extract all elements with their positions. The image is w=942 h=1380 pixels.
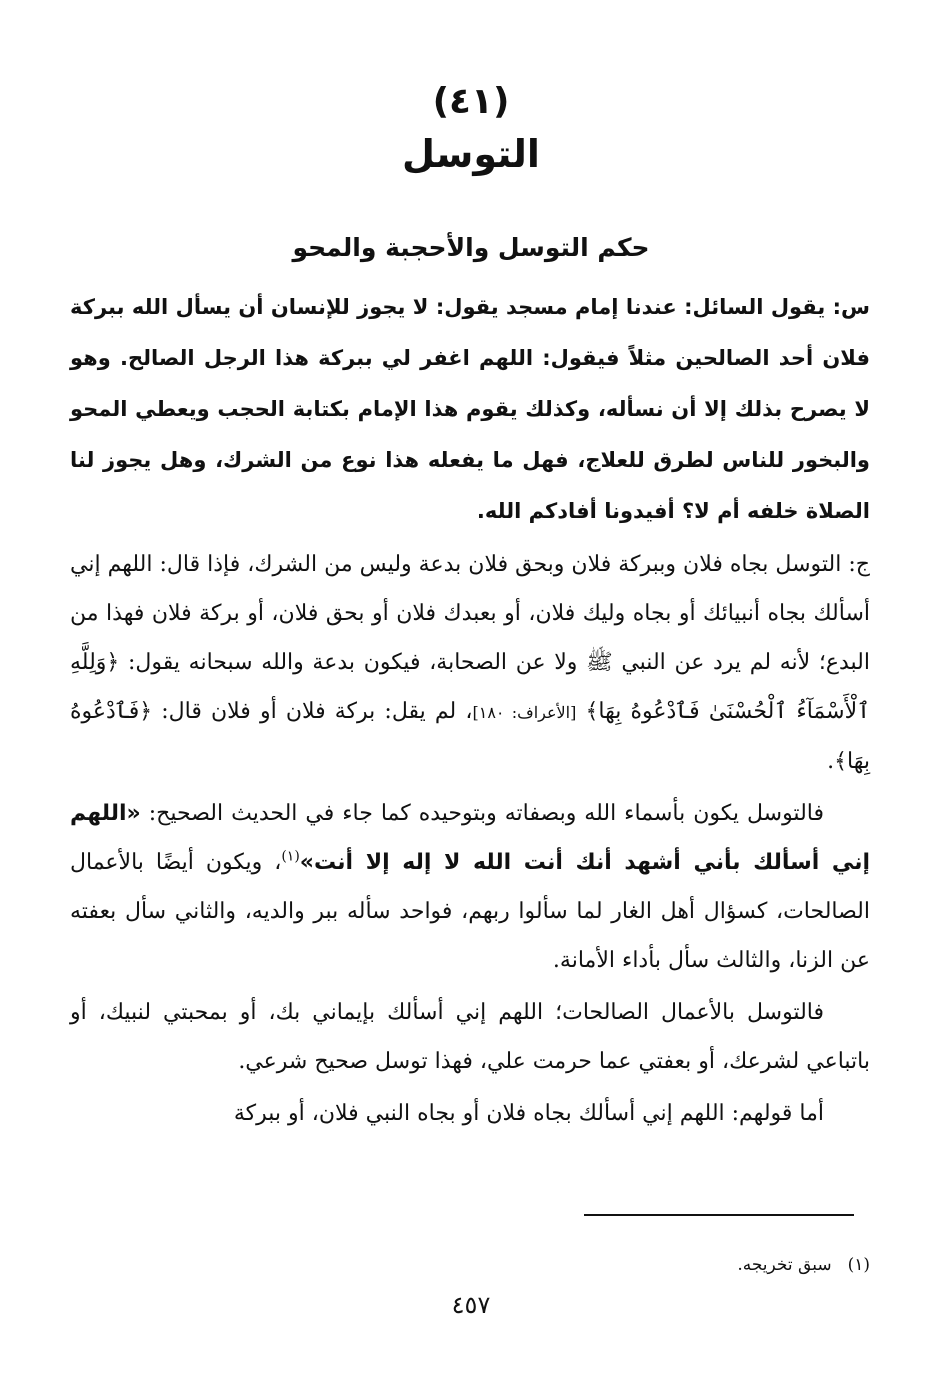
quran-verse-1: ﴿وَلِلَّهِ ٱلْأَسْمَآءُ ٱلْحُسْنَىٰ فَٱدْعُوهُ بِهَا﴾: [70, 650, 870, 724]
question-text: يقول السائل: عندنا إمام مسجد يقول: لا يجوز للإنسان أن يسأل الله ببركة فلان أحد الصالحين مثلاً فيقول: اللهم اغفر لي ببركة هذا الرجل الصالح. وهو لا يصرح بذلك إلا أن نسأله، وكذلك يقوم هذا الإمام بكتابة الحجب ويعطي المحو والبخور للناس لطرق للعلاج، فهل ما يفعله هذا نوع من الشرك، وهل يجوز لنا الصلاة خلفه أم لا؟ أفيدونا أفادكم الله.: [70, 295, 870, 523]
footnote-marker[interactable]: (١): [281, 848, 300, 865]
answer-paragraph-4: أما قولهم: اللهم إني أسألك بجاه فلان أو بجاه النبي فلان، أو ببركة: [233, 1101, 824, 1126]
hadith-quote: «اللهم إني أسألك بأني أشهد أنك أنت الله لا إله إلا أنت»: [70, 801, 870, 875]
quran-verse-2: ﴿فَٱدْعُوهُ بِهَا﴾: [70, 699, 870, 774]
answer-text-2b: ، ويكون أيضًا بالأعمال الصالحات، كسؤال أهل الغار لما سألوا ربهم، فواحد سأله ببر والديه، والثاني سأل بعفته عن الزنا، والثالث سأل بأداء الأمانة.: [70, 850, 870, 973]
verse-reference: [الأعراف: ١٨٠]: [472, 703, 577, 722]
page-number: ٤٥٧: [451, 1291, 491, 1319]
chapter-number: (٤١): [432, 81, 510, 122]
answer-label: ج:: [848, 552, 871, 577]
page-body: [70, 282, 870, 1141]
answer-text-1c: .: [827, 749, 835, 774]
footnote: [70, 1252, 870, 1278]
answer-paragraph-1: [70, 540, 870, 786]
section-title: حكم التوسل والأحجبة والمحو: [292, 233, 650, 262]
answer-text-1b: ، لم يقل: بركة فلان أو فلان قال:: [161, 699, 473, 724]
answer-paragraph-2: [70, 789, 870, 985]
answer-text-1: التوسل بجاه فلان وببركة فلان وبحق فلان بدعة وليس من الشرك، فإذا قال: اللهم إني أسألك بجاه أنبيائك أو بجاه وليك فلان، أو بعبدك فلان أو بحق فلان، أو بركة فلان فهذا من البدع؛ لأنه لم يرد عن النبي ﷺ ولا عن الصحابة، فيكون بدعة والله سبحانه يقول:: [70, 552, 871, 675]
answer-paragraph-3: فالتوسل بالأعمال الصالحات؛ اللهم إني أسألك بإيماني بك، أو بمحبتي لنبيك، أو باتباعي لشرعك، أو بعفتي عما حرمت علي، فهذا توسل صحيح شرعي.: [70, 1000, 870, 1074]
question-paragraph: [70, 282, 870, 537]
footnote-text: سبق تخريجه.: [737, 1255, 832, 1275]
footnote-number: (١): [847, 1255, 870, 1275]
question-label: س:: [832, 295, 870, 319]
footnote-divider: [584, 1214, 854, 1216]
chapter-title: التوسل: [402, 132, 540, 176]
answer-text-2a: فالتوسل يكون بأسماء الله وبصفاته وبتوحيده كما جاء في الحديث الصحيح:: [148, 801, 824, 826]
